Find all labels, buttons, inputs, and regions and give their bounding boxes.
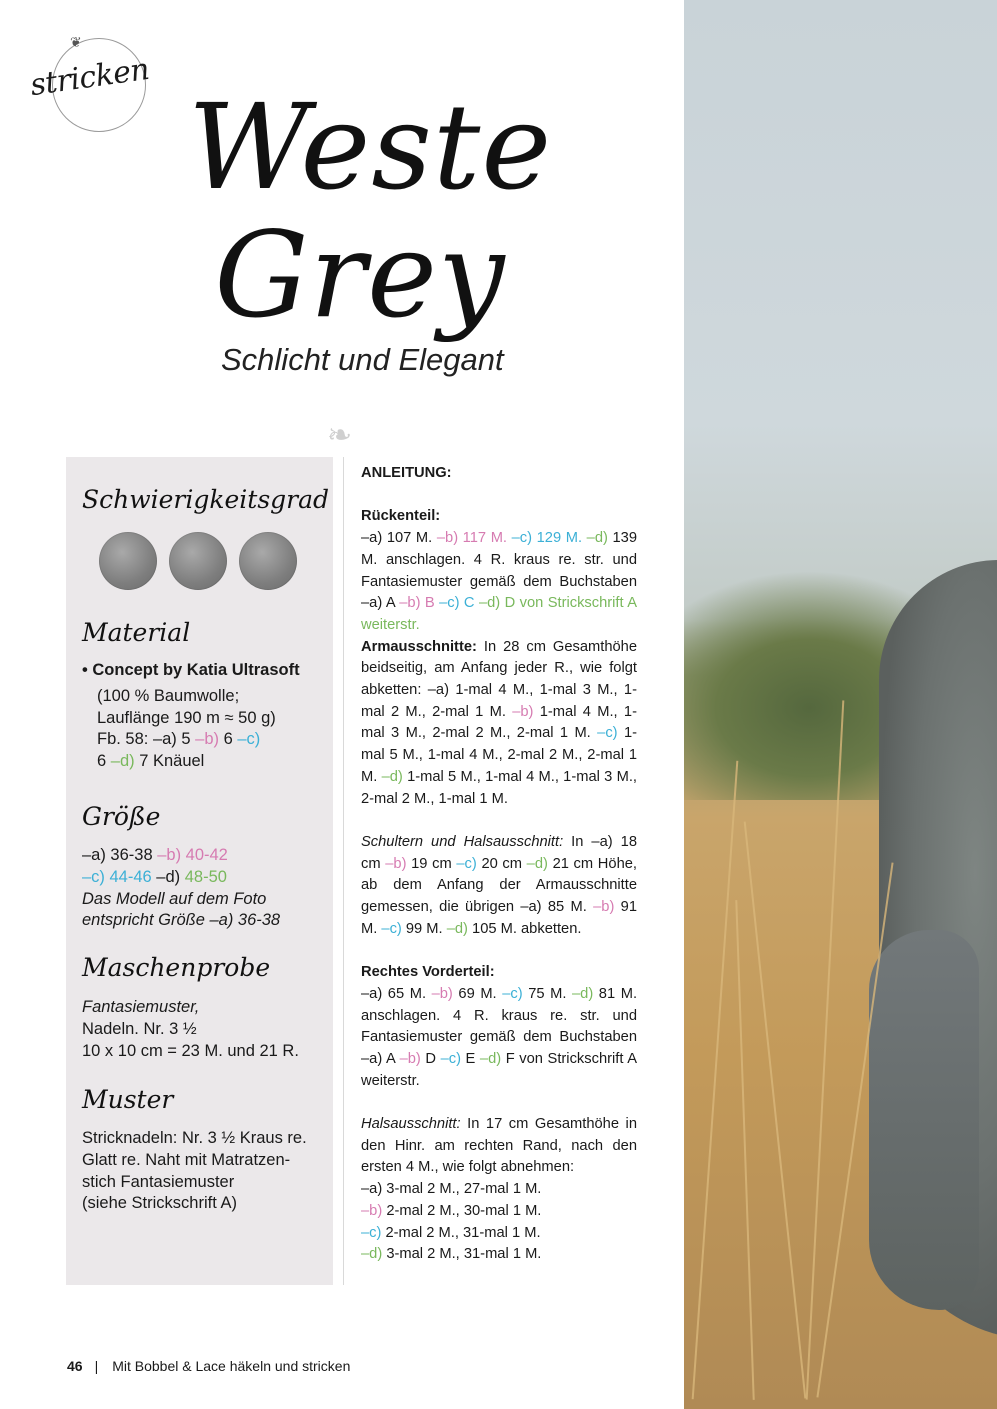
size-d: 48-50 (184, 867, 227, 886)
difficulty-rating (99, 532, 297, 590)
pattern-section (82, 1128, 327, 1215)
leaf-divider-icon: ❧ (327, 419, 353, 452)
gauge-line: Fantasiemuster, (82, 998, 200, 1016)
size-d-marker: –d) (586, 530, 608, 547)
size-d-marker: –d) (110, 752, 140, 771)
size-d-marker: –d) (361, 1246, 387, 1263)
leaf-icon: ❦ (70, 34, 82, 50)
photo-sleeve (869, 930, 979, 1310)
text: –a) 107 M. (361, 530, 437, 547)
text: 99 M. (405, 920, 447, 937)
hals-line-d (361, 1244, 637, 1266)
arm-heading: Armausschnitte: (361, 638, 477, 655)
text: 2-mal 2 M., 30-mal 1 M. (386, 1202, 542, 1219)
spacer (361, 810, 637, 832)
size-b: –b) 40-42 (157, 846, 228, 864)
hals-line-b (361, 1201, 637, 1223)
subtitle: Schlicht und Elegant (221, 342, 504, 377)
text: 1-mal 5 M., 1-mal 4 M., 2-mal 2 M., 2-mal 1 M. (361, 725, 638, 785)
instructions-heading: ANLEITUNG: (361, 465, 452, 481)
hals-heading: Halsausschnitt: (361, 1116, 461, 1133)
size-d-marker: –d) (526, 855, 553, 872)
size-line (82, 845, 327, 867)
title-line-1: Weste (187, 78, 553, 216)
size-b-marker: –b) (195, 730, 224, 749)
text: 91 M. (361, 899, 637, 937)
size-c-marker: –c) (361, 1224, 386, 1241)
size-heading: Größe (82, 802, 161, 831)
vorder-text (361, 984, 637, 1093)
size-b-marker: –b) (593, 899, 621, 916)
spacer (361, 940, 637, 962)
text: 69 M. (458, 985, 503, 1002)
vorder-heading: Rechtes Vorderteil: (361, 964, 495, 981)
size-b-marker: –b) (431, 985, 459, 1002)
size-b-marker: –b) (361, 1202, 387, 1219)
text: 75 M. (528, 985, 572, 1002)
text: 21 cm Höhe, ab dem Anfang der Armausschnitte gemessen, die übrigen –a) 85 M. (361, 855, 637, 916)
gauge-line: Nadeln. Nr. 3 ½ (82, 1019, 197, 1038)
text: –d) (156, 867, 185, 886)
size-c-marker: –c) (456, 855, 482, 872)
difficulty-heading: Schwierigkeitsgrad (82, 485, 330, 514)
material-item-name: Concept by Katia Ultrasoft (92, 661, 300, 679)
gauge-section (82, 997, 327, 1062)
size-c-marker: –c) (237, 730, 261, 749)
title-line-2: Grey (214, 206, 506, 344)
size-c-marker: –c) (381, 920, 406, 937)
schulter-heading: Schultern und Halsausschnitt: (361, 833, 564, 850)
photo-grass (735, 900, 754, 1400)
spacer (361, 1092, 637, 1114)
size-b-marker: –b) (385, 855, 412, 872)
text: D (425, 1050, 441, 1067)
size-d-marker: –d) (446, 920, 473, 937)
text: 6 (97, 752, 111, 771)
pattern-line: (siehe Strickschrift A) (82, 1194, 237, 1213)
text: 19 cm (411, 855, 457, 872)
text: E (465, 1050, 480, 1067)
instructions-column (361, 463, 637, 1266)
size-d-marker: –d) (571, 985, 599, 1002)
size-b-text: –b) 117 M. (436, 530, 512, 547)
text: 2-mal 2 M., 31-mal 1 M. (385, 1224, 541, 1241)
material-line: Lauflänge 190 m ≈ 50 g) (97, 708, 276, 727)
text: 6 (223, 730, 238, 749)
yarn-ball-icon (239, 532, 297, 590)
pattern-heading: Muster (82, 1085, 174, 1114)
text: In 28 cm Gesamthöhe beidseitig, am Anfang jeder R., wie folgt abketten: –a) 1-mal 4 M., 1-mal 3 M., 1-mal 2 M., 2-mal 1 M. (361, 638, 637, 720)
size-line (82, 867, 327, 889)
text: –a) 65 M. (361, 985, 432, 1002)
text: 81 M. anschlagen. 4 R. kraus re. str. und Fantasiemuster gemäß dem Buchstaben –a) A (361, 985, 638, 1067)
ruecken-text (361, 528, 637, 637)
text: 20 cm (481, 855, 527, 872)
text: 3-mal 2 M., 31-mal 1 M. (386, 1246, 542, 1263)
category-label: stricken (28, 51, 152, 104)
size-note: entspricht Größe –a) 36-38 (82, 911, 281, 930)
publication-title: Mit Bobbel & Lace häkeln und stricken (112, 1358, 351, 1374)
size-note: Das Modell auf dem Foto (82, 889, 267, 908)
yarn-ball-icon (169, 532, 227, 590)
text: Fb. 58: –a) 5 (97, 730, 196, 749)
photo-grass (806, 700, 845, 1399)
size-b-marker: –b) (399, 1050, 426, 1067)
hals-line-c (361, 1223, 637, 1245)
yarn-ball-icon (99, 532, 157, 590)
ruecken-heading: Rückenteil: (361, 508, 441, 525)
photo-grass (692, 761, 739, 1400)
size-section (82, 845, 327, 932)
size-d-marker: –d) (381, 768, 408, 785)
material-color-line (82, 729, 327, 751)
size-a: –a) 36-38 (82, 846, 158, 864)
size-c-text: –c) 129 M. (511, 530, 587, 547)
size-c-marker: –c) (502, 985, 529, 1002)
gauge-heading: Maschenprobe (82, 953, 271, 982)
gauge-line: 10 x 10 cm = 23 M. und 21 R. (82, 1041, 299, 1060)
text: 1-mal 5 M., 1-mal 4 M., 1-mal 3 M., 2-mal 2 M., 1-mal 1 M. (361, 768, 637, 807)
model-photo (684, 0, 997, 1409)
page-footer (67, 1358, 350, 1374)
size-c-marker: –c) (440, 1050, 466, 1067)
pattern-line: Glatt re. Naht mit Matratzen- (82, 1150, 291, 1169)
size-c-marker: –c) (597, 725, 624, 742)
material-line: (100 % Baumwolle; (97, 686, 240, 705)
text: F von Strickschrift A weiterstr. (361, 1050, 637, 1089)
size-d-marker: –d) (479, 1050, 506, 1067)
page-number: 46 (67, 1358, 83, 1374)
size-b-marker: –b) (512, 703, 540, 720)
pattern-line: stich Fantasiemuster (82, 1172, 235, 1191)
schulter-text (361, 832, 637, 941)
text: 139 M. anschlagen. 4 R. kraus re. str. und Fantasiemuster gemäß dem Buchstaben –a) A (361, 530, 638, 612)
spacer (361, 485, 637, 507)
text: 1-mal 4 M., 1-mal 3 M., 2-mal 2 M., 2-mal 1 M. (361, 703, 637, 742)
text: 7 Knäuel (139, 752, 205, 771)
text: 105 M. abketten. (472, 920, 582, 937)
material-item: • Concept by Katia Ultrasoft (82, 661, 300, 679)
column-divider (343, 457, 344, 1285)
material-heading: Material (82, 618, 191, 647)
arm-text (361, 637, 637, 811)
material-section (82, 660, 327, 773)
photo-grass (744, 821, 807, 1398)
size-c-text: –c) C (439, 595, 479, 612)
hals-line-a: –a) 3-mal 2 M., 27-mal 1 M. (361, 1181, 542, 1198)
size-b-text: –b) B (399, 595, 440, 612)
material-quantity-line (82, 751, 327, 773)
footer-separator: | (94, 1358, 99, 1374)
size-d-text: –d) D von Strickschrift A weiterstr. (361, 595, 637, 633)
text: In 17 cm Gesamthöhe in den Hinr. am rechten Rand, nach den ersten 4 M., wie folgt abnehmen: (361, 1116, 637, 1176)
text: In –a) 18 cm (361, 833, 638, 872)
size-c: –c) 44-46 (82, 867, 157, 886)
hals-text (361, 1114, 637, 1179)
pattern-line: Stricknadeln: Nr. 3 ½ Kraus re. (82, 1129, 307, 1147)
